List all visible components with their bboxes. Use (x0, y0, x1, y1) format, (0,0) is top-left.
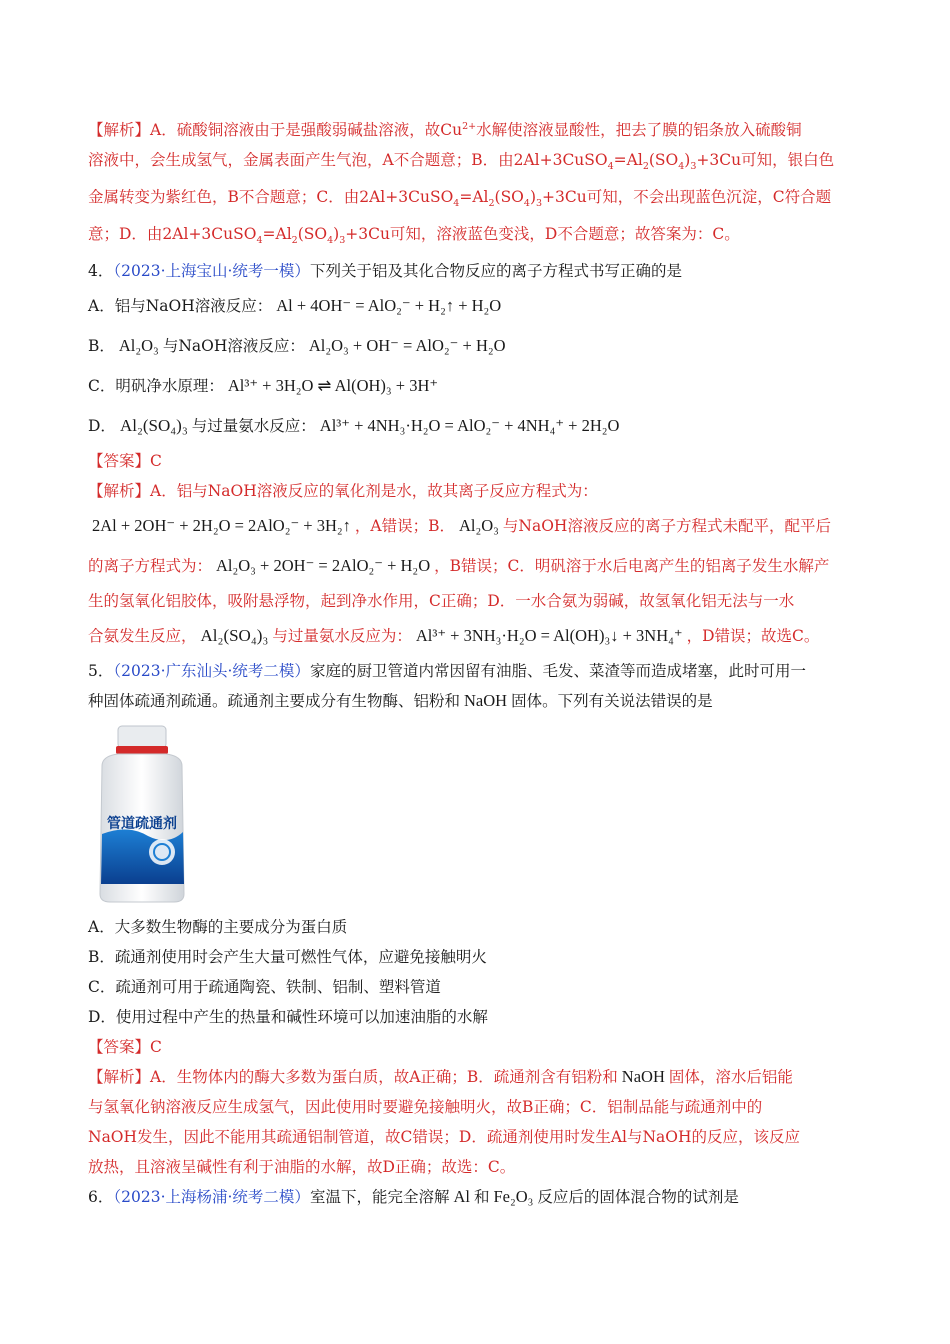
text-span: =Al (613, 151, 643, 170)
text-span: =Al (459, 188, 489, 207)
text-span: Al³⁺ + 3H₂O ⇌ Al(OH)₃ + 3H⁺ (227, 376, 439, 396)
option-d (88, 406, 863, 446)
bottle-label: 管道疏通剂 (107, 816, 177, 833)
question-source: （2023·上海杨浦·统考二模） (113, 1188, 310, 1207)
q5-explanation (88, 1062, 863, 1182)
option-b (88, 326, 863, 366)
text-span: 种固体疏通剂疏通。疏通剂主要成分有生物酶、铝粉和 (88, 692, 461, 711)
text-span: (SO (648, 151, 679, 170)
text-span: +3Cu可知，银白色 (696, 151, 835, 170)
explanation-tag: 【解析】 (88, 121, 151, 140)
text-span: NaOH发生，因此不能用其疏通铝制管道，故C错误；D．疏通剂使用时发生Al与NaOH的反应，该反应 (88, 1128, 800, 1147)
text-span: B． (88, 337, 115, 356)
text-span: 2 (291, 235, 298, 247)
text-span: (SO (494, 188, 524, 207)
text-span: Al₂(SO₄)₃ (200, 626, 269, 646)
text-span: 生的氢氧化铝胶体，吸附悬浮物，起到净水作用，C正确；D．一水合氨为弱碱，故氢氧化铝无法与一水 (88, 592, 795, 611)
text-span: 3 (339, 235, 346, 247)
text-span: 与过量氨水反应： (191, 417, 316, 436)
option-a (88, 286, 863, 326)
text-span: 3 (536, 198, 543, 210)
question-number: 4． (88, 262, 114, 281)
text-span: 3 (690, 161, 697, 173)
question-source: （2023·上海宝山·统考一模） (113, 262, 310, 281)
answer: 【答案】C (88, 1038, 162, 1057)
text-span: D． (88, 417, 116, 436)
text-span: ，B错误；C．明矾溶于水后电离产生的铝离子发生水解产 (434, 557, 830, 576)
text-span: 【解析】 (88, 482, 151, 501)
option-d: D．使用过程中产生的热量和碱性环境可以加速油脂的水解 (88, 1008, 488, 1027)
text-span: 2 (642, 161, 649, 173)
text-span: ) (529, 188, 536, 207)
text-span: 固体，溶水后铝能 (668, 1068, 793, 1087)
text-span: 与NaOH溶液反应的离子方程式未配平，配平后 (502, 517, 831, 536)
option-c: C．疏通剂可用于疏通陶瓷、铁制、铝制、塑料管道 (88, 978, 441, 997)
text-span: Al³⁺ + 3NH₃·H₂O = Al(OH)₃↓ + 3NH₄⁺ (415, 626, 683, 646)
text-span: 2+ (462, 121, 477, 132)
text-span: 4 (327, 235, 334, 247)
text-span: 4 (678, 161, 685, 173)
option-a: A．大多数生物酶的主要成分为蛋白质 (88, 918, 348, 937)
text-span: Al₂O₃ (118, 336, 159, 356)
text-span: 4 (453, 198, 460, 210)
text-span: A．硫酸铜溶液由于是强酸弱碱盐溶液，故Cu (150, 121, 463, 140)
text-span: 和 (473, 1188, 490, 1207)
option-c (88, 366, 863, 406)
q3-explanation (88, 112, 863, 256)
text-span: Al³⁺ + 4NH₃·H₂O = AlO₂⁻ + 4NH₄⁺ + 2H₂O (319, 416, 620, 436)
text-span: 反应后的固体混合物的试剂是 (537, 1188, 739, 1207)
option-b: B．疏通剂使用时会产生大量可燃性气体，应避免接触明火 (88, 948, 487, 967)
text-span: Al₂O₃ + OH⁻ = AlO₂⁻ + H₂O (308, 336, 506, 356)
question-number: 5． (88, 662, 114, 681)
text-span: 溶液中，会生成氢气，金属表面产生气泡，A不合题意；B．由2Al+3CuSO (88, 151, 608, 170)
text-span: Al₂(SO₄)₃ (119, 416, 188, 436)
text-span: ) (684, 151, 691, 170)
drain-cleaner-bottle-image (88, 724, 198, 904)
text-span: 合氨发生反应， (88, 627, 197, 646)
text-span: 与氢氧化钠溶液反应生成氢气，因此使用时要避免接触明火，故B正确；C．铝制品能与疏通剂中的 (88, 1098, 763, 1117)
document-page (88, 112, 863, 1212)
answer: 【答案】C (88, 452, 162, 471)
text-span: =Al (262, 225, 292, 244)
text-span: Al + 4OH⁻ = AlO₂⁻ + H₂↑ + H₂O (276, 296, 502, 316)
text-span: ) (333, 225, 340, 244)
text-span: A．生物体内的酶大多数为蛋白质，故A正确；B．疏通剂含有铝粉和 (150, 1068, 618, 1087)
text-span: C．明矾净水原理： (88, 377, 224, 396)
question-source: （2023·广东汕头·统考二模） (113, 662, 310, 681)
text-span: 意；D．由2Al+3CuSO (88, 225, 257, 244)
q4-explanation (88, 476, 863, 656)
text-span: 与NaOH溶液反应： (162, 337, 305, 356)
text-span: 4 (256, 235, 263, 247)
text-span: Al₂O₃ (459, 516, 499, 536)
text-span: 【解析】 (88, 1068, 151, 1087)
text-span: Fe₂O₃ (493, 1187, 534, 1207)
text-span: 与过量氨水反应为： (272, 627, 412, 646)
text-span: 固体。下列有关说法错误的是 (511, 692, 713, 711)
text-span: 2 (488, 198, 495, 210)
question-stem: 家庭的厨卫管道内常因留有油脂、毛发、菜渣等而造成堵塞，此时可用一 (309, 662, 806, 681)
text-span: +3Cu可知，不会出现蓝色沉淀，C符合题 (542, 188, 832, 207)
question-6 (88, 1182, 863, 1212)
text-span: +3Cu可知，溶液蓝色变浅，D不合题意；故答案为：C。 (345, 225, 740, 244)
text-span: 放热，且溶液呈碱性有利于油脂的水解，故D正确；故选：C。 (88, 1158, 516, 1177)
text-span: NaOH (464, 691, 508, 711)
text-span: 水解使溶液显酸性，把去了膜的铝条放入硫酸铜 (476, 121, 802, 140)
question-number: 6． (88, 1188, 114, 1207)
text-span: A．铝与NaOH溶液反应： (88, 297, 273, 316)
question-4 (88, 256, 863, 656)
text-span: 4 (523, 198, 530, 210)
text-span: Al₂O₃ + 2OH⁻ = 2AlO₂⁻ + H₂O (216, 556, 431, 576)
text-span: ，A错误；B． (354, 517, 455, 536)
question-stem: 下列关于铝及其化合物反应的离子方程式书写正确的是 (309, 262, 682, 281)
text-span: 金属转变为紫红色，B不合题意；C．由2Al+3CuSO (88, 188, 454, 207)
text-span: 的离子方程式为： (88, 557, 213, 576)
question-5 (88, 656, 863, 1182)
text-span: 2Al + 2OH⁻ + 2H₂O = 2AlO₂⁻ + 3H₂↑ (92, 516, 351, 536)
text-span: 室温下，能完全溶解 (309, 1188, 450, 1207)
text-span: NaOH (621, 1067, 665, 1087)
text-span: A．铝与NaOH溶液反应的氧化剂是水，故其离子反应方程式为： (150, 482, 598, 501)
text-span: ，D错误；故选C。 (686, 627, 820, 646)
text-span: (SO (297, 225, 328, 244)
text-span: Al (453, 1187, 470, 1207)
text-span: 4 (607, 161, 614, 173)
